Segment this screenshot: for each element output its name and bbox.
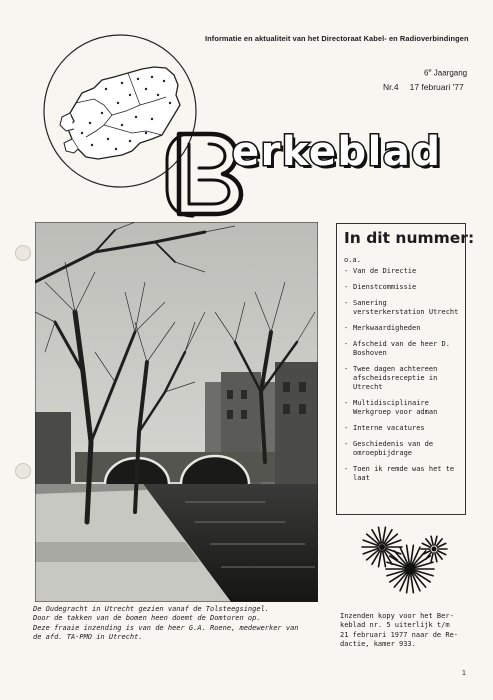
contents-item-label: Afscheid van de heer D. Boshoven [353, 340, 450, 357]
contents-item: - Twee dagen achtereen afscheidsreceptie in Utrecht [344, 365, 461, 392]
contents-item-label: Geschiedenis van de omroepbijdrage [353, 440, 434, 457]
binder-hole [15, 245, 31, 261]
contents-item: - Geschiedenis van de omroepbijdrage [344, 440, 461, 458]
contents-item-label: Interne vacatures [353, 424, 425, 432]
contents-item-label: Twee dagen achtereen afscheidsreceptie in Utrecht [353, 365, 438, 391]
submission-line: Inzenden kopy voor het Ber- [340, 612, 454, 620]
contents-item-label: Dienstcommissie [353, 283, 417, 291]
photo-caption [33, 605, 323, 643]
submission-line: 21 februari 1977 naar de Re- [340, 630, 459, 639]
contents-item: - Interne vacatures [344, 424, 461, 433]
starburst-decoration [360, 525, 448, 595]
contents-item: - Van de Directie [344, 267, 461, 276]
binder-hole [15, 463, 31, 479]
submission-note [340, 612, 490, 650]
contents-item: - Toen ik remde was het te laat [344, 465, 461, 483]
contents-item: - Sanering versterkerstation Utrecht [344, 299, 461, 317]
contents-title: In dit nummer: [344, 229, 475, 247]
volume-label [424, 68, 467, 78]
issue-date: 17 februari '77 [409, 82, 464, 92]
contents-item-label: Merkwaardigheden [353, 324, 421, 332]
contents-item-label: Toen ik remde was het te laat [353, 465, 455, 482]
page-number: 1 [462, 670, 466, 677]
contents-box [336, 223, 475, 515]
contents-item: - Dienstcommissie [344, 283, 461, 292]
caption-line: Door de takken van de bomen heen doemt de Domtoren op. [33, 614, 261, 623]
contents-item: - Multidisciplinaire Werkgroep voor adman [344, 399, 461, 417]
caption-line: de afd. TA-PMO in Utrecht. [33, 633, 143, 642]
starburst-ray [435, 553, 437, 562]
volume-word: Jaargang [433, 68, 468, 78]
publication-tagline: Informatie en aktualiteit van het Directoraat Kabel- en Radioverbindingen [205, 34, 469, 43]
starburst-ray [435, 536, 437, 545]
caption-line: Deze fraaie inzending is van de heer G.A. Roene, medewerker van [33, 623, 299, 632]
caption-line: De Oudegracht in Utrecht gezien vanaf de Tolsteegsingel. [33, 605, 270, 613]
contents-item: - Merkwaardigheden [344, 324, 461, 333]
volume-ordinal: e [428, 68, 432, 74]
canal-photograph [35, 222, 318, 602]
contents-item-label: Sanering versterkerstation Utrecht [353, 299, 459, 316]
volume-number: 6 [424, 68, 429, 78]
contents-item-label: Van de Directie [353, 267, 417, 275]
submission-line: dactie, kamer 933. [340, 640, 416, 649]
starburst-ray [431, 536, 433, 545]
issue-line [383, 82, 464, 92]
starburst-ray [431, 553, 433, 562]
submission-line: keblad nr. 5 uiterlijk t/m [340, 621, 450, 630]
masthead-title: erkeblad [232, 129, 442, 175]
issue-number: Nr.4 [383, 82, 399, 92]
contents-item: - Afscheid van de heer D. Boshoven [344, 340, 461, 358]
contents-item-label: Multidisciplinaire Werkgroep voor adman [353, 399, 438, 416]
contents-subtitle: o.a. [344, 256, 361, 264]
contents-list [337, 267, 465, 483]
